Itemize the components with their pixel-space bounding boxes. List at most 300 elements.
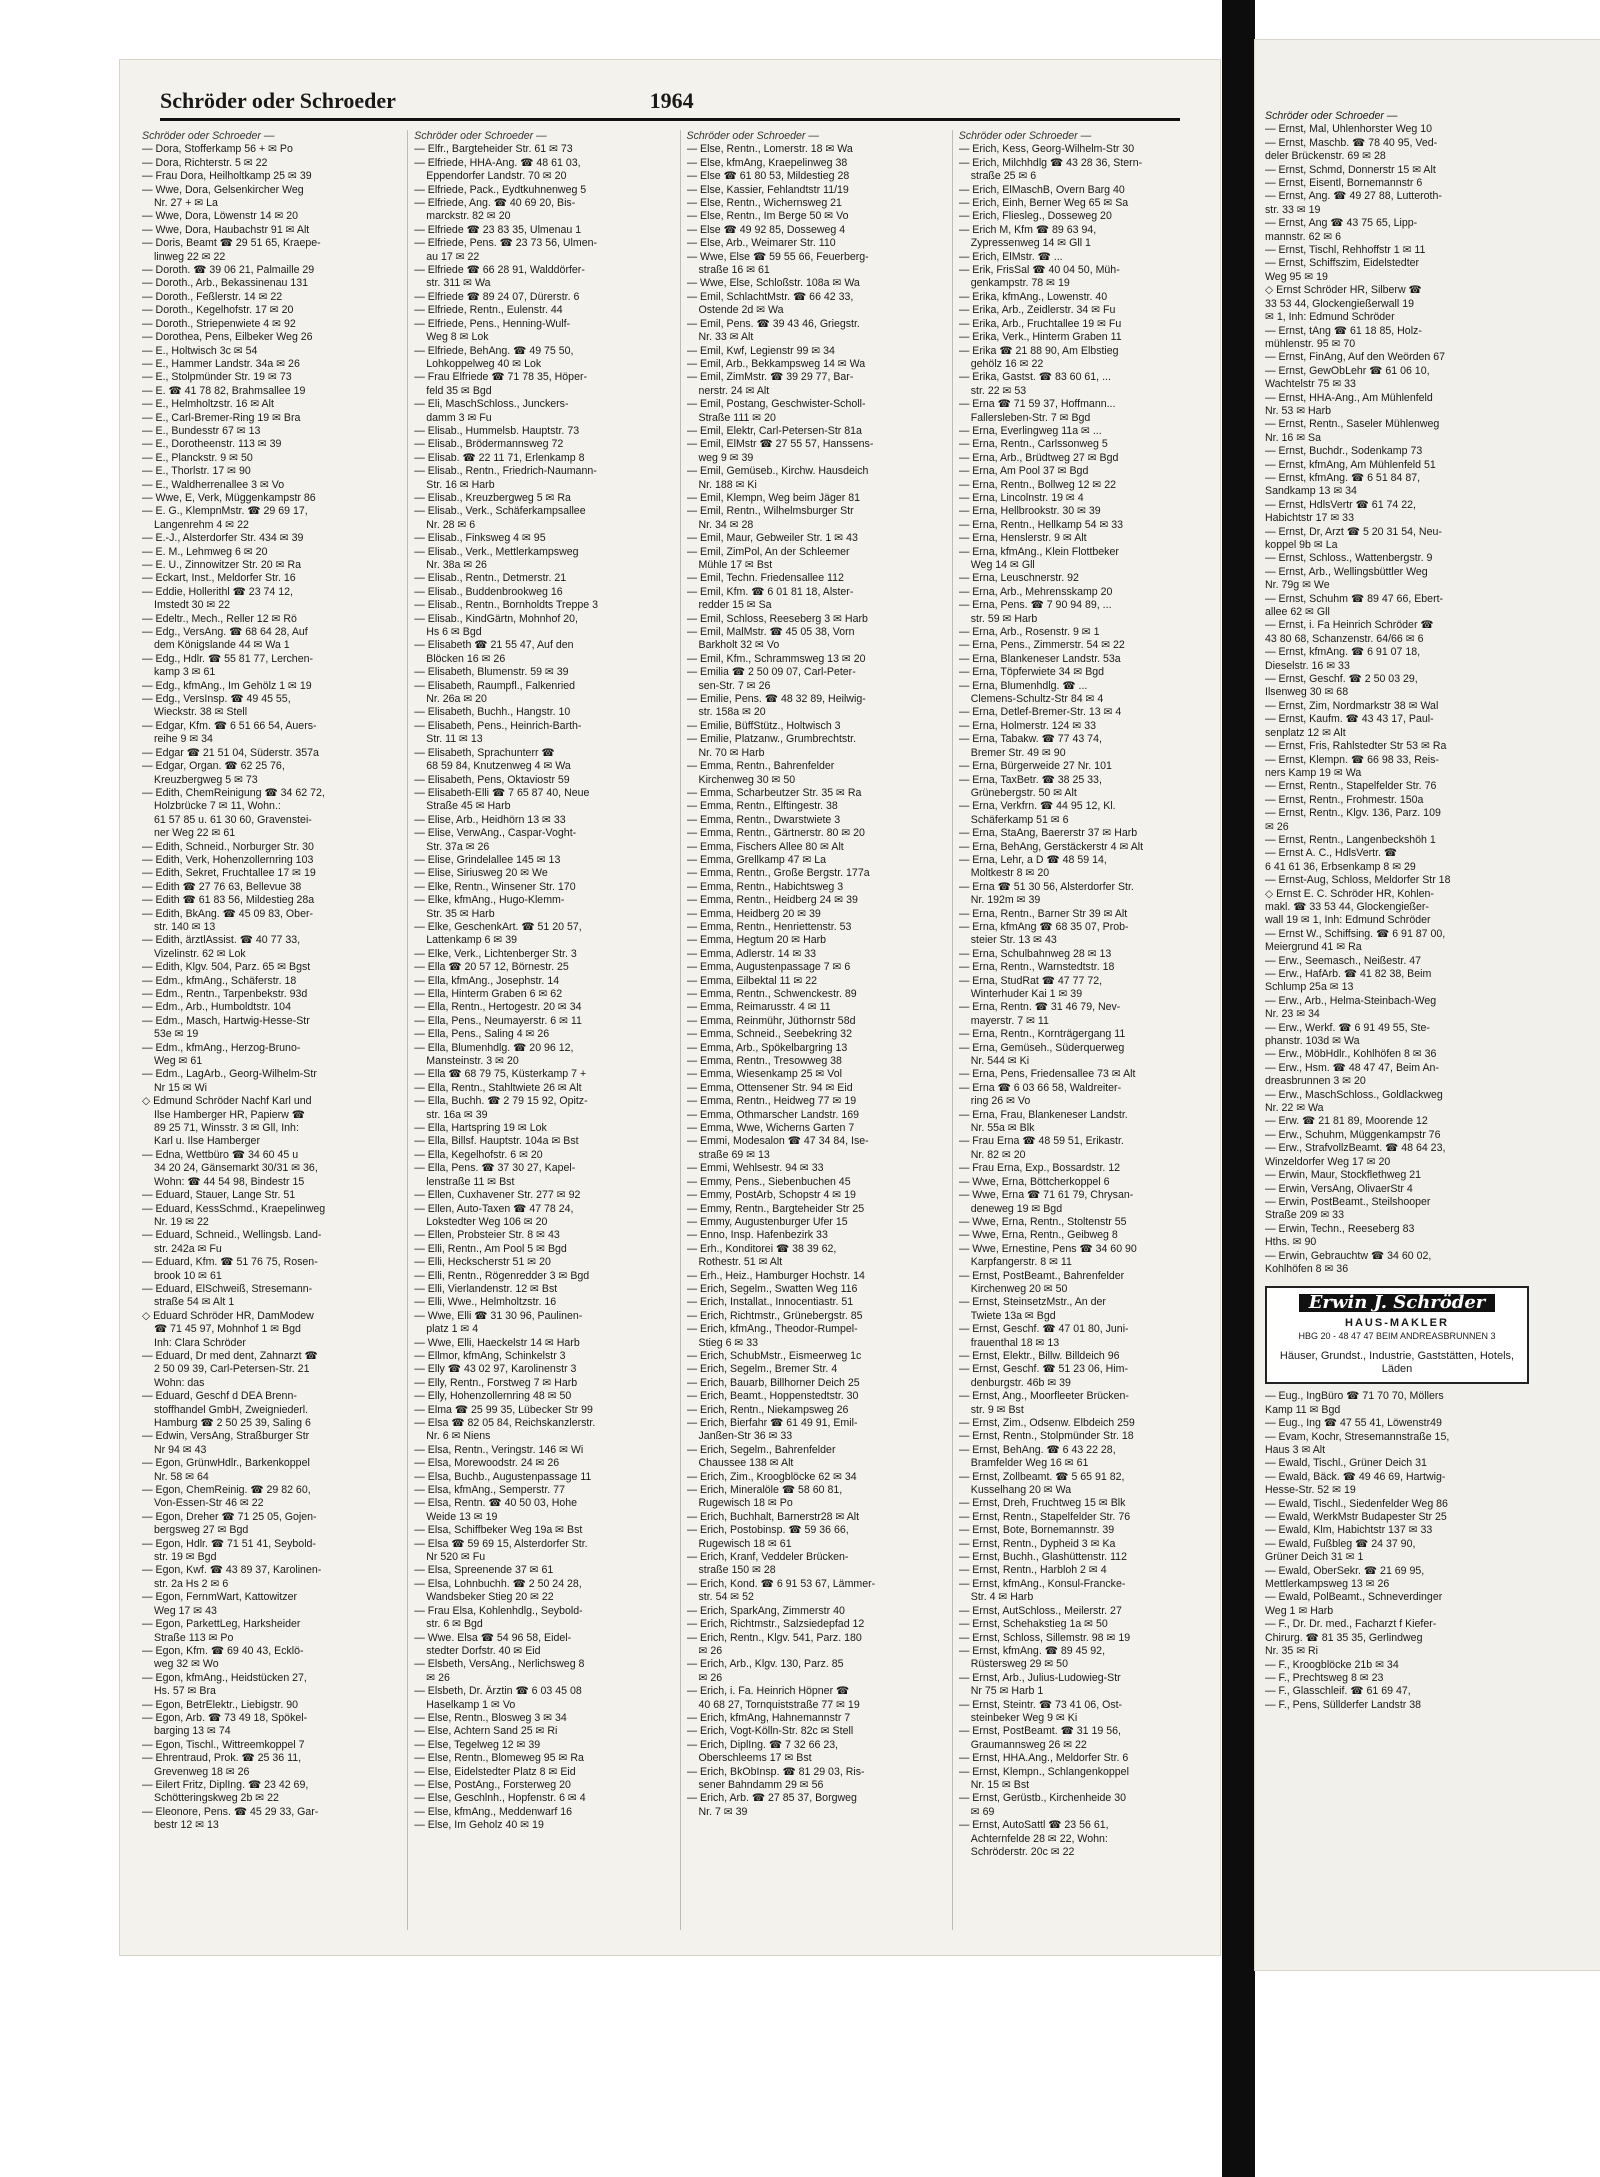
directory-entry: — Emma, Rentn., Dwarstwiete 3 — [686, 813, 841, 826]
directory-entry: 53e ✉ 19 — [154, 1028, 199, 1041]
directory-entry: — Elfriede ☎ 66 28 91, Walddörfer- — [414, 264, 585, 277]
directory-entry: — Erich, Beamt., Hoppenstedtstr. 30 — [686, 1390, 859, 1403]
directory-entry: — E., Dorotheenstr. 113 ✉ 39 — [142, 438, 282, 451]
column-lead: Schröder oder Schroeder — — [142, 130, 275, 142]
directory-entry: — Erna, Pens. ☎ 7 90 94 89, ... — [958, 599, 1112, 612]
directory-entry: Nr. 33 ✉ Alt — [698, 331, 754, 344]
directory-entry: kamp 3 ✉ 61 — [154, 666, 216, 679]
directory-entry: — Doris, Beamt ☎ 29 51 65, Kraepe- — [142, 237, 321, 250]
directory-entry: — Edg., Hdlr. ☎ 55 81 77, Lerchen- — [142, 652, 314, 665]
directory-entry: stoffhandel GmbH, Zweigniederl. — [154, 1403, 309, 1416]
directory-entry: — Ernst, Dr, Arzt ☎ 5 20 31 54, Neu- — [1265, 525, 1442, 538]
directory-entry: — Erna, BehAng, Gerstäckerstr 4 ✉ Alt — [958, 840, 1144, 853]
directory-entry: — Elli, Heckscherstr 51 ✉ 20 — [414, 1256, 551, 1269]
directory-entry: — Emil, ZimPol, An der Schleemer — [686, 545, 850, 558]
directory-entry: — Erich, Segelm., Bremer Str. 4 — [686, 1363, 838, 1376]
directory-entry: — Edgar, Kfm. ☎ 6 51 66 54, Auers- — [142, 719, 317, 732]
directory-entry: senplatz 12 ✉ Alt — [1265, 726, 1346, 739]
directory-entry: — Ella, Hinterm Graben 6 ✉ 62 — [414, 988, 563, 1000]
directory-entry: — Elisabeth-Elli ☎ 7 65 87 40, Neue — [414, 786, 590, 799]
directory-entry: — Ewald, Tischl., Grüner Deich 31 — [1265, 1457, 1427, 1470]
directory-entry: — Emil, Kwf, Legienstr 99 ✉ 34 — [686, 344, 835, 357]
directory-entry: — Elfriede, HHA-Ang. ☎ 48 61 03, — [414, 156, 581, 169]
directory-entry: — Emil, Schloss, Reeseberg 3 ✉ Harb — [686, 612, 868, 625]
directory-entry: — Erich, SparkAng, Zimmerstr 40 — [686, 1604, 845, 1617]
directory-entry: — Emma, Rentn., Elftingestr. 38 — [686, 800, 838, 813]
directory-entry: Straße 45 ✉ Harb — [426, 800, 511, 813]
directory-entry: — Ernst, Arb., Julius-Ludowieg-Str — [958, 1671, 1121, 1684]
directory-entry: — Erna, Am Pool 37 ✉ Bgd — [958, 465, 1089, 478]
directory-entry: — Ernst, Elektr., Billw. Billdeich 96 — [958, 1349, 1120, 1362]
directory-entry: Barkholt 32 ✉ Vo — [698, 639, 780, 652]
directory-entry: Nr. 7 ✉ 39 — [698, 1805, 748, 1818]
directory-entry: — Edm., kfmAng., Herzog-Bruno- — [142, 1041, 301, 1054]
directory-entry: ✉ 69 — [970, 1805, 995, 1818]
directory-entry: — Ella, Pens., Saling 4 ✉ 26 — [414, 1028, 550, 1041]
directory-entry: — Erna ☎ 71 59 37, Hoffmann... — [958, 398, 1116, 411]
directory-entry: — Elsa, Morewoodstr. 24 ✉ 26 — [414, 1457, 560, 1470]
directory-entry: str. 19 ✉ Bgd — [154, 1551, 217, 1564]
directory-entry: — Egon, BetrElektr., Liebigstr. 90 — [142, 1698, 299, 1711]
directory-entry: — Elfr., Bargteheider Str. 61 ✉ 73 — [414, 143, 573, 156]
directory-entry: steier Str. 13 ✉ 43 — [970, 934, 1057, 947]
directory-entry: — Erna, Pens., Zimmerstr. 54 ✉ 22 — [958, 639, 1125, 652]
directory-entry: — Eddie, Hollerithl ☎ 23 74 12, — [142, 585, 293, 598]
directory-entry: — Elisab., Rentn., Bornholdts Treppe 3 — [414, 599, 598, 612]
directory-entry: — Emma, Hegtum 20 ✉ Harb — [686, 934, 827, 947]
directory-entry: — Ernst, kfmAng., Konsul-Francke- — [958, 1577, 1126, 1590]
directory-entry: — Elsbeth, VersAng., Nerlichsweg 8 — [414, 1658, 585, 1671]
directory-entry: 40 68 27, Tornquiststraße 77 ✉ 19 — [698, 1698, 860, 1711]
directory-entry: ✉ 26 — [426, 1671, 450, 1684]
directory-entry: — Erna, kfmAng., Klein Flottbeker — [958, 545, 1119, 558]
directory-entry: — F., Kroogblöcke 21b ✉ 34 — [1265, 1658, 1399, 1671]
directory-entry: Stieg 6 ✉ 33 — [698, 1336, 759, 1349]
directory-entry: — Ernst, Rentn., Dypheid 3 ✉ Ka — [958, 1537, 1116, 1550]
directory-entry: — Elfriede, Pens. ☎ 23 73 56, Ulmen- — [414, 237, 598, 250]
directory-entry: — Erw., Arb., Helma-Steinbach-Weg — [1265, 994, 1437, 1007]
directory-entry: — Ernst, Rentn., Langenbeckshöh 1 — [1265, 833, 1436, 846]
directory-entry: — Ella, Pens., Neumayerstr. 6 ✉ 11 — [414, 1014, 582, 1027]
directory-entry: — Elsa, Buchb., Augustenpassage 11 — [414, 1470, 592, 1483]
directory-entry: Nr. 544 ✉ Ki — [970, 1055, 1030, 1068]
directory-entry: — Egon, Arb. ☎ 73 49 18, Spökel- — [142, 1711, 308, 1724]
directory-entry: — Doroth., Feßlerstr. 14 ✉ 22 — [142, 290, 283, 303]
directory-entry: Rugewisch 18 ✉ 61 — [698, 1537, 792, 1550]
directory-entry: — Ernst, Gerüstb., Kirchenheide 30 — [958, 1792, 1126, 1805]
directory-entry: — Wwe, Dora, Gelsenkircher Weg — [142, 183, 304, 196]
directory-entry: — Erna, Holmerstr. 124 ✉ 33 — [958, 719, 1096, 732]
directory-entry: — E., Hammer Landstr. 34a ✉ 26 — [142, 357, 300, 370]
directory-entry: Haus 3 ✉ Alt — [1265, 1444, 1326, 1456]
directory-entry: — Evam, Kochr, Stresemannstraße 15, — [1265, 1430, 1450, 1443]
directory-entry: — Eug., Ing ☎ 47 55 41, Löwenstr49 — [1265, 1417, 1442, 1430]
directory-entry: — Erna, Schulbahnweg 28 ✉ 13 — [958, 947, 1112, 960]
directory-entry: — Ellen, Auto-Taxen ☎ 47 78 24, — [414, 1202, 574, 1215]
directory-entry: Straße 113 ✉ Po — [154, 1631, 234, 1644]
directory-entry: — Elfriede ☎ 89 24 07, Dürerstr. 6 — [414, 290, 580, 303]
directory-entry: — Erich, DiplIng. ☎ 7 32 66 23, — [686, 1738, 839, 1751]
directory-entry: — Ernst, Schuhm ☎ 89 47 66, Ebert- — [1265, 592, 1444, 605]
directory-entry: — Wwe, Else ☎ 59 55 66, Feuerberg- — [686, 250, 869, 263]
directory-entry: weg 32 ✉ Wo — [154, 1658, 219, 1671]
directory-entry: — Emil, SchlachtMstr. ☎ 66 42 33, — [686, 290, 854, 303]
directory-entry: Rüstersweg 29 ✉ 50 — [970, 1658, 1068, 1671]
directory-entry: — Ernst, HHA.Ang., Meldorfer Str. 6 — [958, 1752, 1129, 1765]
directory-entry: straße 69 ✉ 13 — [698, 1148, 770, 1161]
directory-entry: Sandkamp 13 ✉ 34 — [1265, 485, 1357, 498]
directory-entry: — Erich, Arb. ☎ 27 85 37, Borgweg — [686, 1792, 857, 1805]
directory-entry: 6 41 61 36, Erbsenkamp 8 ✉ 29 — [1265, 860, 1416, 873]
directory-entry: — Emma, Rentn., Tresowweg 38 — [686, 1055, 842, 1068]
directory-entry: — Wwe, Dora, Löwenstr 14 ✉ 20 — [142, 210, 299, 223]
directory-entry: Lohkoppelweg 40 ✉ Lok — [426, 357, 542, 370]
directory-entry: — Erich, Rentn., Niekampsweg 26 — [686, 1403, 849, 1416]
directory-entry: — Erika, Arb., Zeidlerstr. 34 ✉ Fu — [958, 304, 1116, 317]
directory-entry: 68 59 84, Knutzenweg 4 ✉ Wa — [426, 760, 571, 773]
directory-entry: — Ewald, WerkMstr Budapester Str 25 — [1265, 1511, 1447, 1524]
directory-entry: — Erik, FrisSal ☎ 40 04 50, Müh- — [958, 264, 1120, 277]
directory-entry: — Else, PostAng., Forsterweg 20 — [414, 1778, 571, 1791]
directory-entry: str. 2a Hs 2 ✉ 6 — [154, 1577, 229, 1590]
directory-entry: — Edgar, Organ. ☎ 62 25 76, — [142, 760, 285, 773]
directory-entry: Nr 75 ✉ Harb 1 — [970, 1685, 1044, 1698]
directory-entry: — Elisabeth, Raumpfl., Falkenried — [414, 679, 575, 692]
directory-entry: 61 57 85 u. 61 30 60, Gravenstei- — [154, 813, 312, 826]
directory-entry: — Erika ☎ 21 88 90, Am Elbstieg — [958, 344, 1119, 357]
directory-entry: ✉ 26 — [698, 1671, 723, 1684]
directory-entry: — Erna, Everlingweg 11a ✉ ... — [958, 424, 1102, 437]
directory-entry: Weide 13 ✉ 19 — [426, 1510, 498, 1523]
directory-entry: — Elli, Wwe., Helmholtzstr. 16 — [414, 1296, 557, 1309]
directory-entry: — Erw. ☎ 21 81 89, Moorende 12 — [1265, 1115, 1428, 1128]
directory-entry: — Edith, Sekret, Fruchtallee 17 ✉ 19 — [142, 867, 316, 880]
directory-entry: — Else, Rentn., Wichernsweg 21 — [686, 197, 842, 210]
directory-entry: — Emil, Kfm., Schrammsweg 13 ✉ 20 — [686, 652, 866, 665]
directory-entry: 33 53 44, Glockengießerwall 19 — [1265, 297, 1414, 310]
directory-entry: Mühle 17 ✉ Bst — [698, 559, 773, 571]
directory-entry: — Ernst, Schmd, Donnerstr 15 ✉ Alt — [1265, 163, 1436, 176]
directory-entry: — Ernst, Rentn., Harbloh 2 ✉ 4 — [958, 1564, 1107, 1577]
directory-entry: — Ernst, Rentn., Frohmestr. 150a — [1265, 793, 1424, 806]
directory-entry: — Ewald, Fußbleg ☎ 24 37 90, — [1265, 1537, 1416, 1550]
directory-entry: — Erich, Kess, Georg-Wilhelm-Str 30 — [958, 143, 1135, 156]
directory-entry: — Emma, Rentn., Henriettenstr. 53 — [686, 920, 852, 933]
directory-entry: — Erwin, Gebrauchtw ☎ 34 60 02, — [1265, 1249, 1432, 1262]
directory-entry: — Frau Elfriede ☎ 71 78 35, Höper- — [414, 371, 588, 384]
directory-entry: — Ernst, Rentn., Stapelfelder Str. 76 — [958, 1510, 1131, 1523]
directory-entry: — Erna, Lehr, a D ☎ 48 59 14, — [958, 853, 1107, 866]
directory-entry: Nr. 15 ✉ Bst — [970, 1778, 1030, 1791]
directory-entry: Ilse Hamberger HR, Papierw ☎ — [154, 1108, 305, 1121]
directory-entry: Grünebergstr. 50 ✉ Alt — [970, 786, 1077, 799]
directory-entry: — Else, Eidelstedter Platz 8 ✉ Eid — [414, 1765, 576, 1778]
directory-entry: — Erika, Verk., Hinterm Graben 11 — [958, 331, 1122, 344]
directory-entry: Nr. 55a ✉ Blk — [970, 1122, 1035, 1135]
column-lead: Schröder oder Schroeder — — [1265, 110, 1398, 122]
directory-entry: — Ewald, OberSekr. ☎ 21 69 95, — [1265, 1564, 1425, 1577]
directory-entry: — Erich, SchubMstr., Eismeerweg 1c — [686, 1349, 862, 1362]
directory-entry: — Erna, Arb., Rosenstr. 9 ✉ 1 — [958, 626, 1100, 639]
directory-entry: — Emilie, Pens. ☎ 48 32 89, Heilwig- — [686, 693, 866, 706]
directory-entry: — Edg., VersInsp. ☎ 49 45 55, — [142, 693, 291, 706]
page-title: Schröder oder Schroeder — [160, 88, 396, 113]
directory-entry: — Elsa, Rentn., Veringstr. 146 ✉ Wi — [414, 1443, 584, 1456]
directory-entry: — Erna, Lincolnstr. 19 ✉ 4 — [958, 491, 1084, 504]
directory-entry: — Emmy, Rentn., Bargteheider Str 25 — [686, 1202, 865, 1215]
directory-entry: Ostende 2d ✉ Wa — [698, 304, 784, 317]
directory-entry: — Erw., Seemasch., Neißestr. 47 — [1265, 954, 1422, 967]
directory-entry: — Ernst, kfmAng. ☎ 89 45 92, — [958, 1644, 1106, 1657]
directory-entry: — Elsa, Spreenende 37 ✉ 61 — [414, 1564, 554, 1577]
directory-entry: stedter Dorfstr. 40 ✉ Eid — [426, 1644, 541, 1657]
directory-entry: Twiete 13a ✉ Bgd — [970, 1309, 1056, 1322]
directory-entry: 89 25 71, Winsstr. 3 ✉ Gll, Inh: — [154, 1122, 299, 1135]
directory-entry: — Erna, Rentn., Warnstedtstr. 18 — [958, 961, 1115, 974]
directory-entry: — Erich, Buchhalt, Barnerstr28 ✉ Alt — [686, 1510, 860, 1523]
directory-entry: ◇ Ernst Schröder HR, Silberw ☎ — [1265, 284, 1422, 297]
directory-entry: str. 158a ✉ 20 — [698, 706, 766, 719]
directory-entry: Hamburg ☎ 2 50 25 39, Saling 6 — [154, 1417, 311, 1429]
directory-entry: — Ernst, Mal, Uhlenhorster Weg 10 — [1265, 123, 1433, 136]
directory-entry: — Elke, Rentn., Winsener Str. 170 — [414, 880, 576, 893]
directory-entry: — Wwe, Erna, Rentn., Geibweg 8 — [958, 1229, 1118, 1242]
directory-entry: — Elsa ☎ 59 69 15, Alsterdorfer Str. — [414, 1537, 588, 1550]
directory-entry: — Erwin, Techn., Reeseberg 83 — [1265, 1222, 1415, 1235]
directory-entry: mannstr. 62 ✉ 6 — [1265, 230, 1342, 243]
directory-entry: — Ernst, Buchh., Glashüttenstr. 112 — [958, 1551, 1127, 1564]
directory-entry: redder 15 ✉ Sa — [698, 599, 772, 612]
directory-entry: — Erich, Kond. ☎ 6 91 53 67, Lämmer- — [686, 1577, 876, 1590]
directory-entry: str. 33 ✉ 19 — [1265, 203, 1321, 216]
directory-entry: — Erna, Gemüseh., Süderquerweg — [958, 1041, 1125, 1054]
next-page — [1255, 40, 1600, 1970]
directory-entry: — Wwe, Dora, Haubachstr 91 ✉ Alt — [142, 223, 310, 236]
directory-entry: — Ernst-Aug, Schloss, Meldorfer Str 18 — [1265, 874, 1451, 887]
directory-entry: sener Bahndamm 29 ✉ 56 — [698, 1778, 824, 1791]
directory-entry: — Elsbeth, Dr. Ärztin ☎ 6 03 45 08 — [414, 1685, 582, 1698]
directory-entry: — Egon, Tischl., Wittreemkoppel 7 — [142, 1738, 305, 1751]
directory-entry: — Ernst, Geschf. ☎ 47 01 80, Juni- — [958, 1323, 1129, 1336]
directory-entry: — Erich, Bauarb, Billhorner Deich 25 — [686, 1376, 860, 1389]
directory-entry: straße 150 ✉ 28 — [698, 1564, 776, 1577]
directory-entry: Weg 17 ✉ 43 — [154, 1604, 217, 1617]
directory-columns — [142, 130, 1212, 1930]
directory-entry: — Wwe. Elsa ☎ 54 96 58, Eidel- — [414, 1631, 572, 1644]
directory-entry: — Wwe, Erna, Rentn., Stoltenstr 55 — [958, 1215, 1127, 1228]
directory-entry: mayerstr. 7 ✉ 11 — [970, 1014, 1049, 1027]
directory-entry: Weg 1 ✉ Harb — [1265, 1604, 1334, 1617]
directory-entry: — Ernst, HHA-Ang., Am Mühlenfeld — [1265, 391, 1433, 404]
directory-entry: — Erna, kfmAng ☎ 68 35 07, Prob- — [958, 920, 1129, 933]
directory-entry: — Emma, Othmarscher Landstr. 169 — [686, 1108, 860, 1121]
directory-entry: weg 9 ✉ 39 — [698, 451, 754, 464]
directory-entry: — Eduard, Stauer, Lange Str. 51 — [142, 1189, 296, 1202]
directory-entry: — Ernst, Steintr. ☎ 73 41 06, Ost- — [958, 1698, 1123, 1711]
directory-entry: — Eduard, Schneid., Wellingsb. Land- — [142, 1229, 322, 1242]
directory-entry: — Edm., LagArb., Georg-Wilhelm-Str — [142, 1068, 317, 1081]
directory-entry: koppel 9b ✉ La — [1265, 539, 1338, 551]
directory-entry: — Ernst, Rentn., Klgv. 136, Parz. 109 — [1265, 807, 1441, 820]
directory-entry: — Erna, Blumenhdlg. ☎ ... — [958, 679, 1088, 692]
directory-entry: — F., Dr. Dr. med., Facharzt f Kiefer- — [1265, 1618, 1437, 1631]
directory-entry: — Erich, Fliesleg., Dosseweg 20 — [958, 210, 1112, 223]
directory-entry: deler Brückenstr. 69 ✉ 28 — [1265, 150, 1386, 163]
directory-entry: — Ernst, Eisentl, Bornemannstr 6 — [1265, 177, 1423, 190]
directory-entry: — Elsa, Lohnbuchh. ☎ 2 50 24 28, — [414, 1577, 582, 1590]
directory-entry: Janßen-Str 36 ✉ 33 — [698, 1430, 793, 1443]
directory-entry: — F., Pens, Süllderfer Landstr 38 — [1265, 1698, 1422, 1711]
directory-entry: Achternfelde 28 ✉ 22, Wohn: — [970, 1832, 1108, 1845]
directory-entry: — Emilie, BüffStütz., Holtwisch 3 — [686, 719, 841, 732]
directory-entry: — Ernst, Kaufm. ☎ 43 43 17, Paul- — [1265, 713, 1434, 726]
directory-entry: — Elfriede, Pens., Henning-Wulf- — [414, 317, 571, 330]
directory-entry: — Ella, Rentn., Hertogestr. 20 ✉ 34 — [414, 1001, 582, 1014]
directory-entry: — Erwin, Maur, Stockflethweg 21 — [1265, 1169, 1422, 1182]
directory-entry: — Doroth., Kegelhofstr. 17 ✉ 20 — [142, 304, 294, 317]
directory-entry: Nr 94 ✉ 43 — [154, 1443, 207, 1456]
directory-entry: — Ernst, Geschf. ☎ 2 50 03 29, — [1265, 673, 1418, 686]
directory-entry: — Elisab., Finksweg 4 ✉ 95 — [414, 532, 546, 545]
directory-entry: — Elisab., Verk., Mettlerkampsweg — [414, 545, 579, 558]
directory-entry: — Emma, Rentn., Heidberg 24 ✉ 39 — [686, 894, 858, 907]
directory-entry: — Erna, Frau, Blankeneser Landstr. — [958, 1108, 1128, 1121]
directory-entry: — Elisab., Brödermannsweg 72 — [414, 438, 564, 451]
directory-entry: — Erich, Vogt-Kölln-Str. 82c ✉ Stell — [686, 1725, 854, 1738]
directory-entry: — Erich, Installat., Innocentiastr. 51 — [686, 1296, 854, 1309]
directory-entry: — Elfriede, Rentn., Eulenstr. 44 — [414, 304, 563, 317]
directory-entry: Grevenweg 18 ✉ 26 — [154, 1765, 250, 1778]
directory-entry: bestr 12 ✉ 13 — [154, 1819, 219, 1832]
directory-entry: — Ella, Pens. ☎ 37 30 27, Kapel- — [414, 1162, 576, 1175]
directory-entry: — Elke, Verk., Lichtenberger Str. 3 — [414, 947, 577, 960]
directory-entry: — Ernst, Zollbeamt. ☎ 5 65 91 82, — [958, 1470, 1125, 1483]
directory-entry: — Emil, Postang, Geschwister-Scholl- — [686, 398, 866, 411]
directory-entry: — Erw., MaschSchloss., Goldlackweg — [1265, 1088, 1443, 1101]
directory-entry: — Erich, Richtmstr., Grünebergstr. 85 — [686, 1309, 863, 1322]
directory-entry: Kusselhang 20 ✉ Wa — [970, 1484, 1072, 1497]
directory-entry: — Erh., Konditorei ☎ 38 39 62, — [686, 1242, 837, 1255]
directory-entry: Schötteringskweg 2b ✉ 22 — [154, 1792, 279, 1805]
directory-entry: Oberschleems 17 ✉ Bst — [698, 1752, 812, 1765]
directory-entry: Von-Essen-Str 46 ✉ 22 — [154, 1497, 264, 1510]
directory-entry: — Elfriede ☎ 23 83 35, Ulmenau 1 — [414, 223, 582, 236]
directory-entry: dreasbrunnen 3 ✉ 20 — [1265, 1075, 1366, 1088]
directory-entry: Hths. ✉ 90 — [1265, 1236, 1317, 1249]
directory-entry: mühlenstr. 95 ✉ 70 — [1265, 337, 1356, 350]
directory-entry: damm 3 ✉ Fu — [426, 411, 492, 424]
directory-entry: — Ernst, Schloss, Sillemstr. 98 ✉ 19 — [958, 1631, 1131, 1644]
directory-entry: — Erna, StaAng, Baererstr 37 ✉ Harb — [958, 827, 1138, 840]
directory-entry: — Erich, ElMaschB, Overn Barg 40 — [958, 183, 1125, 196]
directory-entry: steinbeker Weg 9 ✉ Ki — [970, 1711, 1078, 1724]
directory-entry: Nr. 192m ✉ 39 — [970, 894, 1041, 907]
directory-entry: — Ellen, Probsteier Str. 8 ✉ 43 — [414, 1229, 560, 1242]
directory-entry: — Erna, Rentn., Carlssonweg 5 — [958, 438, 1108, 451]
directory-entry: Nr. 35 ✉ Ri — [1265, 1645, 1319, 1658]
directory-entry: — Ernst, Buchdr., Sodenkamp 73 — [1265, 445, 1423, 458]
directory-entry: Blöcken 16 ✉ 26 — [426, 652, 506, 665]
directory-entry: — Else, kfmAng., Meddenwarf 16 — [414, 1805, 573, 1818]
directory-entry: — Elli, Rentn., Am Pool 5 ✉ Bgd — [414, 1242, 567, 1255]
directory-entry: — Erich, Rentn., Klgv. 541, Parz. 180 — [686, 1631, 862, 1644]
directory-entry: frauenthal 18 ✉ 13 — [970, 1336, 1060, 1349]
directory-entry: ✉ 26 — [698, 1644, 723, 1657]
directory-entry: Bramfelder Weg 16 ✉ 61 — [970, 1457, 1089, 1470]
directory-entry: — Ernst W., Schiffsing. ☎ 6 91 87 00, — [1265, 927, 1446, 940]
directory-entry: — Edwin, VersAng, Straßburger Str — [142, 1430, 310, 1443]
directory-entry: — Emma, Rentn., Gärtnerstr. 80 ✉ 20 — [686, 827, 865, 840]
directory-entry: — Ewald, Bäck. ☎ 49 46 69, Hartwig- — [1265, 1470, 1446, 1483]
directory-entry: — E.-J., Alsterdorfer Str. 434 ✉ 39 — [142, 532, 304, 545]
ad-name: Erwin J. Schröder — [1299, 1294, 1496, 1311]
directory-entry: — Ernst, Ang., Moorfleeter Brücken- — [958, 1390, 1129, 1403]
directory-page — [120, 60, 1220, 1955]
directory-entry: Wohn: ☎ 44 54 98, Bindestr 15 — [154, 1175, 305, 1188]
directory-entry: — Elli, Rentn., Rögenredder 3 ✉ Bgd — [414, 1269, 590, 1282]
directory-entry: — Erwin, VersAng, OlivaerStr 4 — [1265, 1182, 1413, 1195]
directory-entry: — E., Planckstr. 9 ✉ 50 — [142, 451, 253, 464]
directory-entry: — Ernst, kfmAng. ☎ 6 91 07 18, — [1265, 646, 1421, 659]
directory-entry: — Else, Rentn., Blosweg 3 ✉ 34 — [414, 1711, 567, 1724]
directory-entry: — Erna, Blankeneser Landstr. 53a — [958, 652, 1121, 665]
directory-entry: Kamp 11 ✉ Bgd — [1265, 1403, 1341, 1416]
directory-entry: Nr. 82 ✉ 20 — [970, 1148, 1026, 1161]
directory-entry: str. 16a ✉ 39 — [426, 1108, 488, 1121]
directory-entry: Grüner Deich 31 ✉ 1 — [1265, 1551, 1364, 1564]
directory-entry: Winterhuder Kai 1 ✉ 39 — [970, 988, 1083, 1000]
directory-entry: Nr. 53 ✉ Harb — [1265, 404, 1331, 417]
directory-entry: — Frau Dora, Heilholtkamp 25 ✉ 39 — [142, 170, 312, 183]
directory-entry: — Eduard, Kfm. ☎ 51 76 75, Rosen- — [142, 1256, 318, 1269]
directory-entry: — Else, Im Geholz 40 ✉ 19 — [414, 1819, 544, 1832]
directory-entry: — Erw., MöbHdlr., Kohlhöfen 8 ✉ 36 — [1265, 1048, 1437, 1061]
directory-entry: Nr. 27 + ✉ La — [154, 197, 218, 210]
directory-entry: Moltkestr 8 ✉ 20 — [970, 867, 1050, 880]
directory-entry: — Erwin, PostBeamt., Steilshooper — [1265, 1195, 1431, 1208]
directory-entry: — Erna, Rentn., Bollweg 12 ✉ 22 — [958, 478, 1117, 491]
directory-entry: ners Kamp 19 ✉ Wa — [1265, 766, 1362, 779]
directory-entry: Nr. 23 ✉ 34 — [1265, 1008, 1320, 1021]
directory-entry: — Edith ☎ 61 83 56, Mildestieg 28a — [142, 894, 315, 907]
directory-entry: Kirchenweg 30 ✉ 50 — [698, 773, 796, 786]
directory-entry: — Emmy, PostArb, Schopstr 4 ✉ 19 — [686, 1189, 856, 1202]
directory-entry: — Emma, Ottensener Str. 94 ✉ Eid — [686, 1081, 853, 1094]
directory-entry: Karl u. Ilse Hamberger — [154, 1135, 260, 1148]
directory-entry: — Emma, Scharbeutzer Str. 35 ✉ Ra — [686, 786, 862, 799]
directory-entry: — Erika, Gastst. ☎ 83 60 61, ... — [958, 371, 1111, 384]
directory-entry: 34 20 24, Gänsemarkt 30/31 ✉ 36, — [154, 1162, 318, 1175]
directory-entry: — Edith, Klgv. 504, Parz. 65 ✉ Bgst — [142, 961, 311, 974]
directory-entry: — Emma, Wiesenkamp 25 ✉ Vol — [686, 1068, 842, 1081]
directory-entry: — Edg., VersAng. ☎ 68 64 28, Auf — [142, 626, 308, 639]
directory-entry: — Elise, VerwAng., Caspar-Voght- — [414, 827, 577, 840]
directory-entry: Fallersleben-Str. 7 ✉ Bgd — [970, 411, 1091, 424]
directory-entry: — Egon, kfmAng., Heidstücken 27, — [142, 1671, 307, 1684]
directory-entry: — Erna, Pens, Friedensallee 73 ✉ Alt — [958, 1068, 1136, 1081]
directory-entry: Straße 209 ✉ 33 — [1265, 1209, 1344, 1222]
directory-entry: — Ernst, FinAng, Auf den Weörden 67 — [1265, 351, 1446, 364]
directory-entry: — Ellmor, kfmAng, Schinkelstr 3 — [414, 1349, 566, 1362]
page-header — [160, 78, 1180, 121]
directory-entry: sen-Str. 7 ✉ 26 — [698, 679, 771, 692]
directory-entry: — Else, Kassier, Fehlandtstr 11/19 — [686, 183, 849, 196]
directory-entry: lenstraße 11 ✉ Bst — [426, 1175, 515, 1188]
directory-entry: Inh: Clara Schröder — [154, 1336, 246, 1349]
directory-entry: — Edm., kfmAng., Schäferstr. 18 — [142, 974, 297, 987]
directory-entry: Str. 11 ✉ 13 — [426, 733, 483, 746]
directory-entry: — Edeltr., Mech., Reller 12 ✉ Rö — [142, 612, 297, 625]
